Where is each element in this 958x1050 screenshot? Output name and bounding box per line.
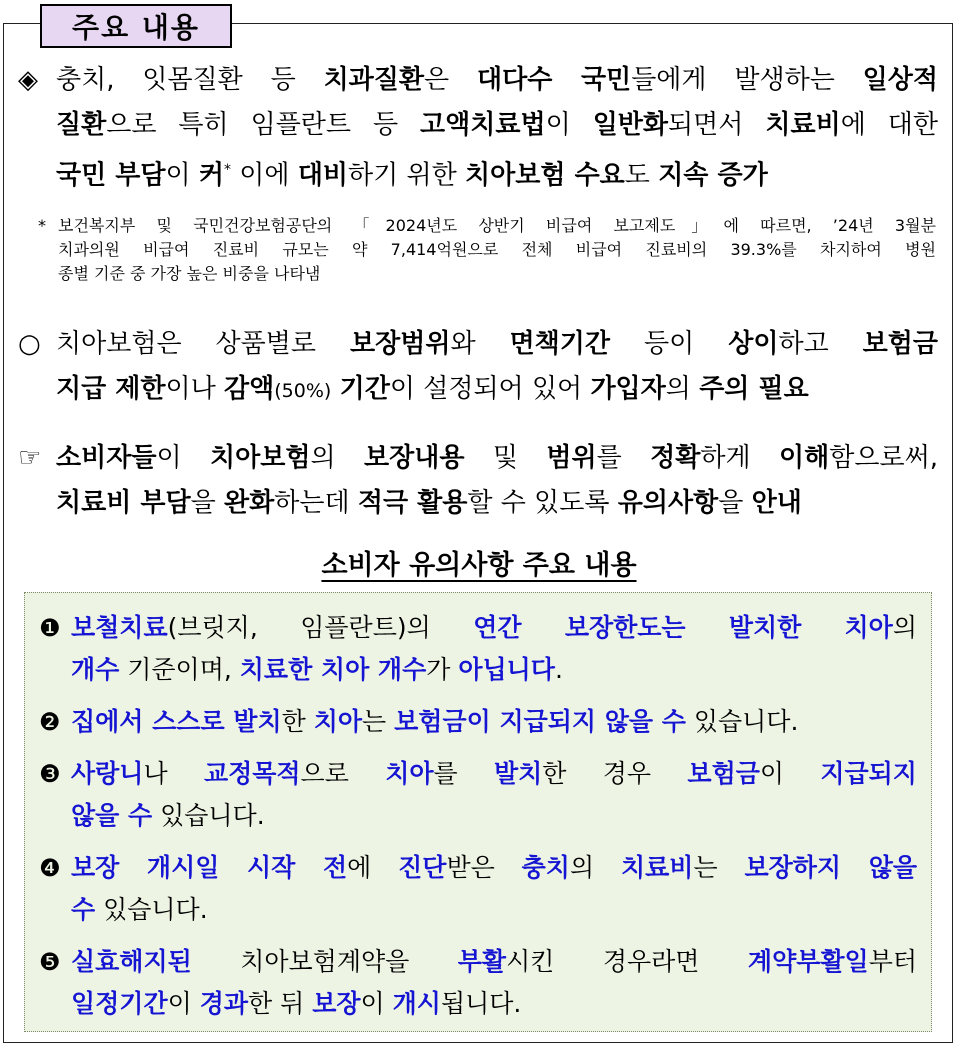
- text-run: 이: [156, 443, 210, 473]
- text-line: [18, 58, 938, 103]
- text-run: 와: [450, 329, 510, 359]
- bullet-marker: ○: [18, 329, 41, 359]
- tip-line: [39, 941, 917, 983]
- bold-text: 가입자: [590, 374, 666, 404]
- tip-number-icon: ❶: [39, 614, 61, 642]
- highlight-text: 실효해지된: [71, 947, 192, 976]
- bold-text: 지급 제한: [56, 374, 166, 404]
- highlight-text: 치료비: [620, 853, 694, 882]
- footnote-line: [38, 262, 936, 286]
- bold-text: 국민 부담: [56, 160, 166, 191]
- text-run: .: [554, 655, 563, 684]
- tip-item: [39, 847, 917, 931]
- highlight-text: 사랑니: [71, 759, 144, 788]
- text-line: [18, 103, 938, 148]
- small-text: (50%): [274, 380, 332, 402]
- bold-text: 감액: [224, 374, 275, 404]
- tips-box: [24, 592, 932, 1032]
- text-run: 받은: [446, 853, 522, 882]
- tip-line: [39, 649, 917, 691]
- bold-text: 치료비: [765, 110, 841, 140]
- highlight-text: 보장 개시일 시작 전: [71, 853, 348, 882]
- bold-text: 완화: [224, 488, 275, 518]
- bold-text: 보장내용: [364, 443, 465, 473]
- highlight-text: 보장: [312, 989, 361, 1018]
- text-line: [18, 367, 938, 414]
- text-run: 이 설정되어 있어: [389, 374, 591, 404]
- point-paragraph: [18, 322, 938, 414]
- tip-item: [39, 607, 917, 691]
- text-run: 치아보험은 상품별로: [56, 329, 350, 359]
- text-run: 으로 특히 임플란트 등: [106, 110, 421, 140]
- tip-item: [39, 753, 917, 837]
- bold-text: 고액치료법: [420, 110, 546, 140]
- bold-text: 지속 증가: [658, 160, 768, 191]
- highlight-text: 연간 보장한도는 발치한 치아: [473, 613, 893, 642]
- bold-text: 정확: [650, 443, 701, 473]
- tip-line: [39, 889, 917, 931]
- text-run: 한 뒤: [248, 989, 313, 1018]
- footnote-mark: *: [224, 162, 232, 178]
- bold-text: 치과질환: [323, 65, 425, 95]
- footnote-text: 보건복지부 및 국민건강보험공단의 「2024년도 상반기 비급여 보고제도」에 따르면, ’24년 3월분: [58, 216, 936, 235]
- tip-line: [39, 607, 917, 649]
- text-run: 시킨 경우라면: [506, 947, 748, 976]
- text-run: 충치, 잇몸질환 등: [56, 65, 324, 95]
- text-line: [18, 481, 938, 526]
- bold-text: 적극 활용: [357, 488, 468, 518]
- highlight-text: 교정목적: [203, 759, 301, 788]
- bold-text: 커: [198, 160, 225, 191]
- highlight-text: 진단: [398, 853, 447, 882]
- bold-text: 소비자들: [56, 443, 157, 473]
- tip-line: [39, 701, 917, 743]
- text-run: 에 대한: [840, 110, 938, 140]
- text-run: 이: [165, 160, 199, 191]
- tip-line: [39, 983, 917, 1025]
- text-run: 하기 위한: [348, 160, 466, 191]
- tip-number-icon: ❸: [39, 760, 61, 788]
- highlight-text: 경과: [199, 989, 249, 1018]
- text-run: 이에: [231, 160, 298, 191]
- bold-text: 유의사항: [617, 488, 719, 518]
- text-run: 있습니다.: [95, 895, 208, 924]
- bullet-marker: ☞: [18, 443, 42, 473]
- bold-text: 상이: [728, 329, 779, 359]
- highlight-text: 않을 수: [71, 801, 153, 830]
- text-run: 을: [718, 488, 752, 518]
- text-run: 치아보험계약을: [191, 947, 458, 976]
- text-run: 을: [190, 488, 225, 518]
- text-run: 이나: [165, 374, 225, 404]
- text-run: 부터: [868, 947, 917, 976]
- highlight-text: 보험금: [687, 759, 760, 788]
- bold-text: 이해: [779, 443, 830, 473]
- footnote-text: 치과의원 비급여 진료비 규모는 약 7,414억원으로 전체 비급여 진료비의 39.3%를 차지하여 병원: [58, 240, 936, 259]
- text-run: 에: [347, 853, 399, 882]
- text-run: 은: [424, 65, 477, 95]
- tip-line: [39, 847, 917, 889]
- text-run: 등이: [610, 329, 729, 359]
- text-run: 함으로써,: [829, 443, 938, 473]
- bullet-marker: ◈: [18, 65, 38, 95]
- tip-item: [39, 701, 917, 743]
- text-run: 으로: [300, 759, 386, 788]
- text-run: 의: [665, 374, 700, 404]
- highlight-text: 치아: [313, 707, 363, 736]
- bold-text: 범위: [546, 443, 597, 473]
- highlight-text: 보험금이 지급되지 않을 수: [394, 707, 686, 736]
- text-run: 는: [693, 853, 745, 882]
- text-run: 이: [759, 759, 821, 788]
- bold-text: 치료비 부담: [56, 488, 191, 518]
- text-run: 이: [545, 110, 593, 140]
- highlight-text: 충치: [521, 853, 570, 882]
- highlight-text: 개수: [71, 655, 120, 684]
- bold-text: 대비: [297, 160, 349, 191]
- highlight-text: 치아: [385, 759, 434, 788]
- text-run: 를: [596, 443, 651, 473]
- bold-text: 주의 필요: [699, 374, 809, 404]
- text-run: 이: [167, 989, 200, 1018]
- text-run: 하게: [700, 443, 780, 473]
- highlight-text: 보장하지 않을: [744, 853, 918, 882]
- highlight-text: 계약부활일: [747, 947, 869, 976]
- action-paragraph: [18, 436, 938, 526]
- bold-text: 치아보험: [210, 443, 311, 473]
- tip-number-icon: ❷: [39, 708, 61, 736]
- highlight-text: 보철치료: [71, 613, 168, 642]
- bold-text: 보장범위: [350, 329, 451, 359]
- tip-line: [39, 753, 917, 795]
- text-run: 및: [464, 443, 547, 473]
- highlight-text: 발치: [493, 759, 543, 788]
- text-run: 한 경우: [542, 759, 688, 788]
- tips-heading: 소비자 유의사항 주요 내용: [321, 550, 637, 581]
- text-line: [18, 148, 938, 199]
- bold-text: 면책기간: [509, 329, 611, 359]
- bold-text: 안내: [751, 488, 802, 518]
- footnote-line: [38, 238, 936, 262]
- text-run: 되면서: [668, 110, 766, 140]
- text-line: [18, 322, 938, 367]
- text-run: 가: [426, 655, 459, 684]
- highlight-text: 지급되지: [820, 759, 917, 788]
- text-run: 나: [143, 759, 204, 788]
- text-run: 이: [360, 989, 393, 1018]
- text-run: 들에게 발생하는: [631, 65, 863, 95]
- text-run: 의: [310, 443, 364, 473]
- highlight-text: 개시: [392, 989, 441, 1018]
- footnote: [38, 214, 936, 286]
- tip-line: [39, 795, 917, 837]
- bold-text: 일반화: [592, 110, 669, 140]
- text-run: 도: [624, 160, 659, 191]
- text-run: 를: [433, 759, 494, 788]
- tip-number-icon: ❹: [39, 854, 61, 882]
- tip-item: [39, 941, 917, 1025]
- intro-paragraph: [18, 58, 938, 199]
- bold-text: 기간: [339, 374, 390, 404]
- bold-text: 일상적: [862, 65, 939, 95]
- highlight-text: 부활: [457, 947, 507, 976]
- footnote-line: [38, 214, 936, 238]
- text-run: [331, 374, 339, 404]
- bold-text: 질환: [56, 110, 107, 140]
- bold-text: 대다수 국민: [476, 65, 632, 95]
- text-run: 하는데: [274, 488, 358, 518]
- bold-text: 보험금: [862, 329, 939, 359]
- highlight-text: 수: [71, 895, 96, 924]
- text-run: 있습니다.: [685, 707, 799, 736]
- footnote-marker: *: [38, 216, 46, 235]
- text-run: 기준이며,: [119, 655, 240, 684]
- highlight-text: 일정기간: [71, 989, 168, 1018]
- text-run: (브릿지, 임플란트)의: [167, 613, 474, 642]
- section-title: 주요 내용: [40, 4, 232, 48]
- text-run: 됩니다.: [440, 989, 522, 1018]
- highlight-text: 아닙니다: [458, 655, 555, 684]
- text-run: 는: [362, 707, 395, 736]
- highlight-text: 집에서 스스로 발치: [71, 707, 282, 736]
- bold-text: 치아보험 수요: [465, 160, 625, 191]
- text-run: 한: [281, 707, 314, 736]
- footnote-text: 종별 기준 중 가장 높은 비중을 나타냄: [58, 264, 321, 283]
- text-run: 의: [569, 853, 621, 882]
- text-run: 할 수 있도록: [467, 488, 618, 518]
- tip-number-icon: ❺: [39, 948, 61, 976]
- text-line: [18, 436, 938, 481]
- highlight-text: 치료한 치아 개수: [239, 655, 427, 684]
- text-run: 의: [892, 613, 917, 642]
- text-run: 있습니다.: [152, 801, 265, 830]
- text-run: 하고: [778, 329, 863, 359]
